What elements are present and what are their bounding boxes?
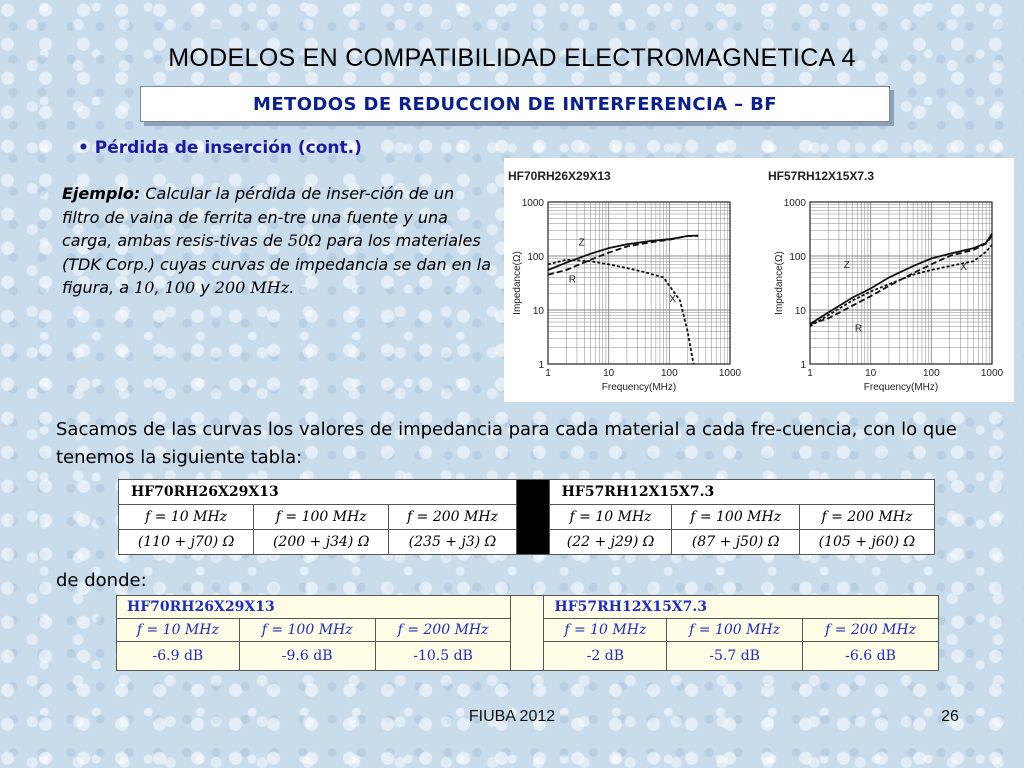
- table2-value-a-1: -9.6 dB: [239, 642, 375, 671]
- page-number: 26: [941, 708, 959, 725]
- chart-0-ytick: 1000: [521, 198, 544, 209]
- example-text-2: para los materiales (TDK Corp.) cuyas curvas de impedancia se dan en la figura, a: [62, 231, 491, 297]
- footer-institution: FIUBA 2012: [468, 708, 556, 725]
- chart-1-frame: [810, 202, 992, 364]
- chart-0-xtick: 10: [603, 368, 615, 379]
- table1-value-b-0: (22 + j29) Ω: [549, 530, 672, 555]
- chart-0-xtick: 1000: [718, 368, 742, 379]
- table1-freq-a-0: f = 10 MHz: [119, 505, 254, 530]
- example-sep-1: ,: [154, 278, 165, 297]
- table1-value-a-0: (110 + j70) Ω: [119, 530, 254, 555]
- chart-0-xtick: 100: [660, 368, 678, 379]
- chart-0-ylabel: Impedance(Ω): [512, 251, 523, 315]
- table1-separator: [516, 480, 549, 555]
- chart-0-curve-label: R: [568, 274, 577, 286]
- table2-value-a-2: -10.5 dB: [375, 642, 511, 671]
- table2-freq-a-1: f = 100 MHz: [239, 619, 375, 642]
- de-donde-label: de donde:: [56, 570, 147, 591]
- chart-1-ytick: 1: [800, 360, 806, 371]
- table1-value-a-2: (235 + j3) Ω: [389, 530, 516, 555]
- chart-1-ytick: 100: [789, 252, 806, 263]
- table1-freq-b-1: f = 100 MHz: [672, 505, 799, 530]
- chart-0-xtick: 1: [545, 368, 551, 379]
- freq-100: 100: [164, 278, 196, 297]
- table1-freq-a-2: f = 200 MHz: [389, 505, 516, 530]
- subtitle-box: [140, 86, 890, 122]
- chart-1-ytick: 1000: [783, 198, 806, 209]
- chart-0-xlabel: Frequency(MHz): [601, 382, 677, 393]
- chart-1-xtick: 1000: [980, 368, 1004, 379]
- example-end: .: [289, 278, 295, 297]
- chart-0-title: HF70RH26X29X13: [508, 169, 611, 183]
- table1-freq-b-2: f = 200 MHz: [799, 505, 934, 530]
- example-label: Ejemplo:: [62, 184, 141, 203]
- freq-200: 200 MHz: [214, 278, 290, 297]
- chart-1-curve-label: Z: [843, 259, 850, 271]
- chart-1-xlabel: Frequency(MHz): [863, 382, 939, 393]
- slide-subtitle: METODOS DE REDUCCION DE INTERFERENCIA – BF: [253, 93, 777, 115]
- freq-10: 10: [134, 278, 155, 297]
- table2-freq-b-1: f = 100 MHz: [667, 619, 803, 642]
- table2-value-b-0: -2 dB: [544, 642, 667, 671]
- table2-freq-b-0: f = 10 MHz: [544, 619, 667, 642]
- table2-value-b-2: -6.6 dB: [803, 642, 939, 671]
- table1-value-a-1: (200 + j34) Ω: [254, 530, 389, 555]
- chart-1-ylabel: Impedance(Ω): [774, 251, 785, 315]
- table1-freq-b-0: f = 10 MHz: [549, 505, 672, 530]
- impedance-figure: [504, 158, 1014, 402]
- chart-0-curve-label: Z: [578, 237, 585, 249]
- chart-1-ytick: 10: [794, 306, 806, 317]
- chart-0-ytick: 1: [538, 360, 544, 371]
- example-sep-2: y: [195, 278, 215, 297]
- body-paragraph: Sacamos de las curvas los valores de impedancia para cada material a cada fre-cuencia, con lo que tenemos la siguiente tabla:: [56, 419, 957, 468]
- table2-value-a-0: -6.9 dB: [117, 642, 240, 671]
- chart-1-xtick: 10: [865, 368, 877, 379]
- chart-1-xtick: 100: [922, 368, 940, 379]
- impedance-charts: [504, 158, 1014, 402]
- chart-0-ytick: 100: [527, 252, 544, 263]
- table2-freq-a-2: f = 200 MHz: [375, 619, 511, 642]
- chart-0-series-Z: [548, 236, 698, 271]
- chart-1-curve-label: R: [854, 323, 863, 335]
- table2-value-b-1: -5.7 dB: [667, 642, 803, 671]
- chart-1-xtick: 1: [807, 368, 813, 379]
- table1-material-b: HF57RH12X15X7.3: [549, 480, 934, 505]
- chart-0-ytick: 10: [532, 306, 544, 317]
- chart-0-series-R: [548, 236, 698, 275]
- table1-freq-a-1: f = 100 MHz: [254, 505, 389, 530]
- slide-title: MODELOS EN COMPATIBILIDAD ELECTROMAGNETICA 4: [168, 44, 856, 72]
- example-text: [62, 182, 492, 300]
- resistance-value: 50Ω: [287, 231, 322, 250]
- table2-separator: [511, 596, 544, 671]
- impedance-table: [118, 479, 935, 555]
- bullet-heading: • Pérdida de inserción (cont.): [78, 138, 362, 158]
- insertion-loss-table: [116, 595, 939, 671]
- chart-0-curve-label: X: [669, 294, 677, 306]
- table1-material-a: HF70RH26X29X13: [119, 480, 517, 505]
- table2-material-b: HF57RH12X15X7.3: [544, 596, 939, 619]
- table2-freq-b-2: f = 200 MHz: [803, 619, 939, 642]
- table2-freq-a-0: f = 10 MHz: [117, 619, 240, 642]
- table1-value-b-1: (87 + j50) Ω: [672, 530, 799, 555]
- table2-material-a: HF70RH26X29X13: [117, 596, 511, 619]
- table1-value-b-2: (105 + j60) Ω: [799, 530, 934, 555]
- chart-1-curve-label: X: [960, 262, 967, 274]
- chart-1-title: HF57RH12X15X7.3: [768, 169, 875, 183]
- example-text-1: Calcular la pérdida de inser-ción de un filtro de vaina de ferrita en-tre una fuente y una carga, ambas resis-tivas de: [62, 184, 455, 250]
